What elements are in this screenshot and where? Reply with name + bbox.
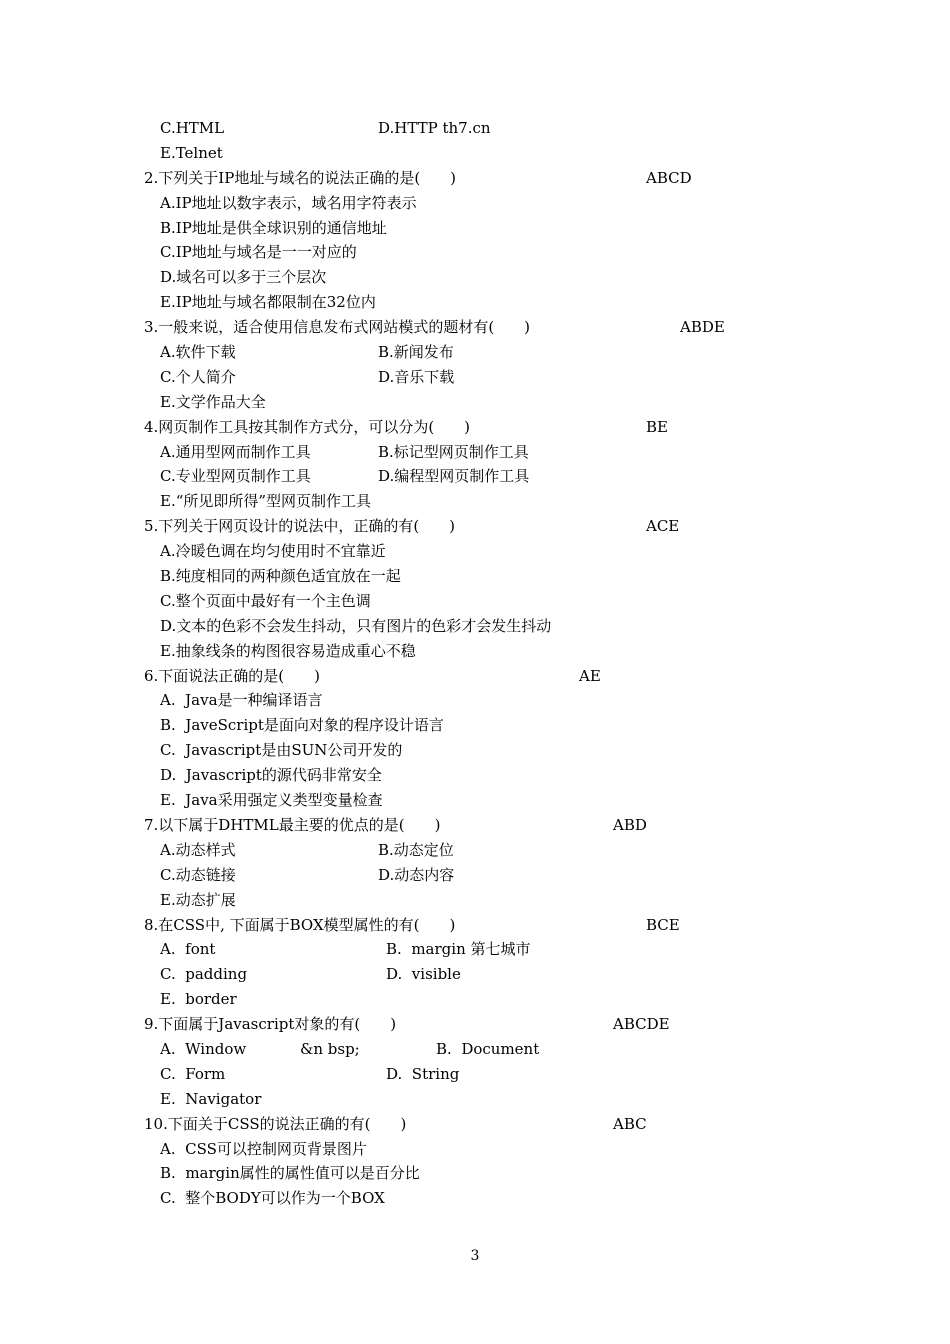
- answer-key: ABC: [613, 1114, 647, 1133]
- option-text: B.标记型网页制作工具: [378, 442, 529, 461]
- option-text: D.HTTP th7.cn: [378, 119, 491, 137]
- answer-key: ABCD: [646, 168, 692, 187]
- option-line: [144, 141, 844, 166]
- option-text: E.IP地址与域名都限制在32位内: [160, 293, 376, 312]
- question-line: [144, 415, 844, 440]
- answer-key: ABD: [613, 815, 647, 834]
- question-text: 7.以下属于DHTML最主要的优点的是( ): [144, 815, 441, 834]
- option-text: A. CSS可以控制网页背景图片: [160, 1139, 367, 1158]
- option-pair-line: [144, 1037, 844, 1062]
- option-line: [144, 1161, 844, 1186]
- option-line: [144, 564, 844, 589]
- option-line: [144, 888, 844, 913]
- option-text: E. Java采用强定义类型变量检查: [160, 791, 383, 810]
- option-pair-line: [144, 1062, 844, 1087]
- option-text: A.动态样式: [160, 840, 236, 859]
- option-text: A.冷暖色调在均匀使用时不宜靠近: [160, 542, 386, 561]
- option-line: [144, 788, 844, 813]
- option-text: B. JaveScript是面向对象的程序设计语言: [160, 716, 444, 735]
- option-text: E.动态扩展: [160, 890, 236, 909]
- option-text: C.整个页面中最好有一个主色调: [160, 591, 371, 610]
- option-text: D. Javascript的源代码非常安全: [160, 766, 382, 785]
- option-text: E.文学作品大全: [160, 392, 266, 411]
- option-text: D.音乐下载: [378, 367, 455, 386]
- question-text: 6.下面说法正确的是( ): [144, 666, 321, 685]
- option-text: B.动态定位: [378, 840, 454, 859]
- question-line: [144, 664, 844, 689]
- question-text: 4.网页制作工具按其制作方式分，可以分为( ): [144, 417, 471, 436]
- option-text: C. 整个BODY可以作为一个BOX: [160, 1189, 385, 1208]
- question-text: 3.一般来说，适合使用信息发布式网站模式的题材有( ): [144, 318, 531, 337]
- option-line: [144, 639, 844, 664]
- option-text: C.动态链接: [160, 865, 236, 884]
- question-line: [144, 813, 844, 838]
- answer-key: ABCDE: [613, 1015, 670, 1034]
- option-line: [144, 489, 844, 514]
- option-line: [144, 589, 844, 614]
- option-text: D.域名可以多于三个层次: [160, 268, 327, 287]
- page-number: 3: [470, 1248, 480, 1264]
- option-text: B.IP地址是供全球识别的通信地址: [160, 218, 387, 237]
- answer-key: BCE: [646, 915, 680, 934]
- option-text: C.IP地址与域名是一一对应的: [160, 243, 357, 262]
- option-line: [144, 1186, 844, 1211]
- option-line: [144, 987, 844, 1012]
- option-pair-line: [144, 937, 844, 962]
- option-text: A.IP地址以数字表示，域名用字符表示: [160, 193, 417, 212]
- option-text: B. Document: [436, 1039, 540, 1058]
- option-text: D.文本的色彩不会发生抖动，只有图片的色彩才会发生抖动: [160, 616, 552, 635]
- question-text: 9.下面属于Javascript对象的有( ): [144, 1015, 397, 1034]
- option-text: E.Telnet: [160, 143, 223, 162]
- question-text: 10.下面关于CSS的说法正确的有( ): [144, 1114, 407, 1133]
- option-line: [144, 240, 844, 265]
- answer-key: BE: [646, 417, 668, 436]
- question-text: 8.在CSS中, 下面属于BOX模型属性的有( ): [144, 915, 456, 934]
- option-line: [144, 539, 844, 564]
- option-text: B.新闻发布: [378, 343, 454, 362]
- option-text: B.纯度相同的两种颜色适宜放在一起: [160, 567, 401, 586]
- option-text: A. Java是一种编译语言: [160, 691, 323, 710]
- option-line: [144, 688, 844, 713]
- option-pair-line: [144, 962, 844, 987]
- option-line: [144, 216, 844, 241]
- question-line: [144, 913, 844, 938]
- answer-key: ACE: [646, 517, 680, 536]
- option-text: C. Form: [160, 1064, 226, 1083]
- option-pair-line: [144, 365, 844, 390]
- option-text: E. Navigator: [160, 1089, 262, 1108]
- question-line: [144, 166, 844, 191]
- option-text: E.“所见即所得”型网页制作工具: [160, 492, 372, 511]
- option-text: D. String: [386, 1064, 460, 1083]
- answer-key: ABDE: [680, 318, 725, 337]
- question-line: [144, 1112, 844, 1137]
- option-line: [144, 713, 844, 738]
- option-text: A.软件下载: [160, 343, 236, 362]
- option-text: C. padding: [160, 965, 248, 984]
- option-pair-line: [144, 863, 844, 888]
- option-line: [144, 390, 844, 415]
- option-text: D.动态内容: [378, 865, 455, 884]
- option-line: [144, 738, 844, 763]
- option-line: [144, 1137, 844, 1162]
- option-line: [144, 290, 844, 315]
- question-line: [144, 514, 844, 539]
- option-pair-line: [144, 464, 844, 489]
- option-text: D. visible: [386, 965, 461, 984]
- question-text: 5.下列关于网页设计的说法中，正确的有( ): [144, 517, 456, 536]
- option-text: A.通用型网而制作工具: [160, 442, 311, 461]
- option-text: C. Javascript是由SUN公司开发的: [160, 741, 403, 760]
- option-pair-line: [144, 440, 844, 465]
- stray-entity-text: &n bsp;: [300, 1039, 360, 1058]
- option-text: B. margin 第七城市: [386, 940, 531, 959]
- question-list: [144, 116, 844, 1211]
- option-line: [144, 1087, 844, 1112]
- option-text: D.编程型网页制作工具: [378, 467, 530, 486]
- answer-key: AE: [579, 666, 601, 685]
- option-text: A. font: [160, 940, 216, 959]
- option-line: [144, 265, 844, 290]
- option-text: A. Window: [160, 1039, 247, 1058]
- question-line: [144, 315, 844, 340]
- option-text: C.专业型网页制作工具: [160, 467, 311, 486]
- option-text: C.个人简介: [160, 367, 236, 386]
- option-line: [144, 763, 844, 788]
- option-text: E. border: [160, 990, 237, 1009]
- option-line: [144, 191, 844, 216]
- option-pair-line: [144, 838, 844, 863]
- option-pair-line: [144, 340, 844, 365]
- option-text: B. margin属性的属性值可以是百分比: [160, 1164, 420, 1183]
- question-text: 2.下列关于IP地址与域名的说法正确的是( ): [144, 168, 457, 187]
- option-text: E.抽象线条的构图很容易造成重心不稳: [160, 641, 416, 660]
- option-text: C.HTML: [160, 119, 225, 137]
- option-line: [144, 614, 844, 639]
- question-line: [144, 1012, 844, 1037]
- option-pair-line: [144, 116, 844, 141]
